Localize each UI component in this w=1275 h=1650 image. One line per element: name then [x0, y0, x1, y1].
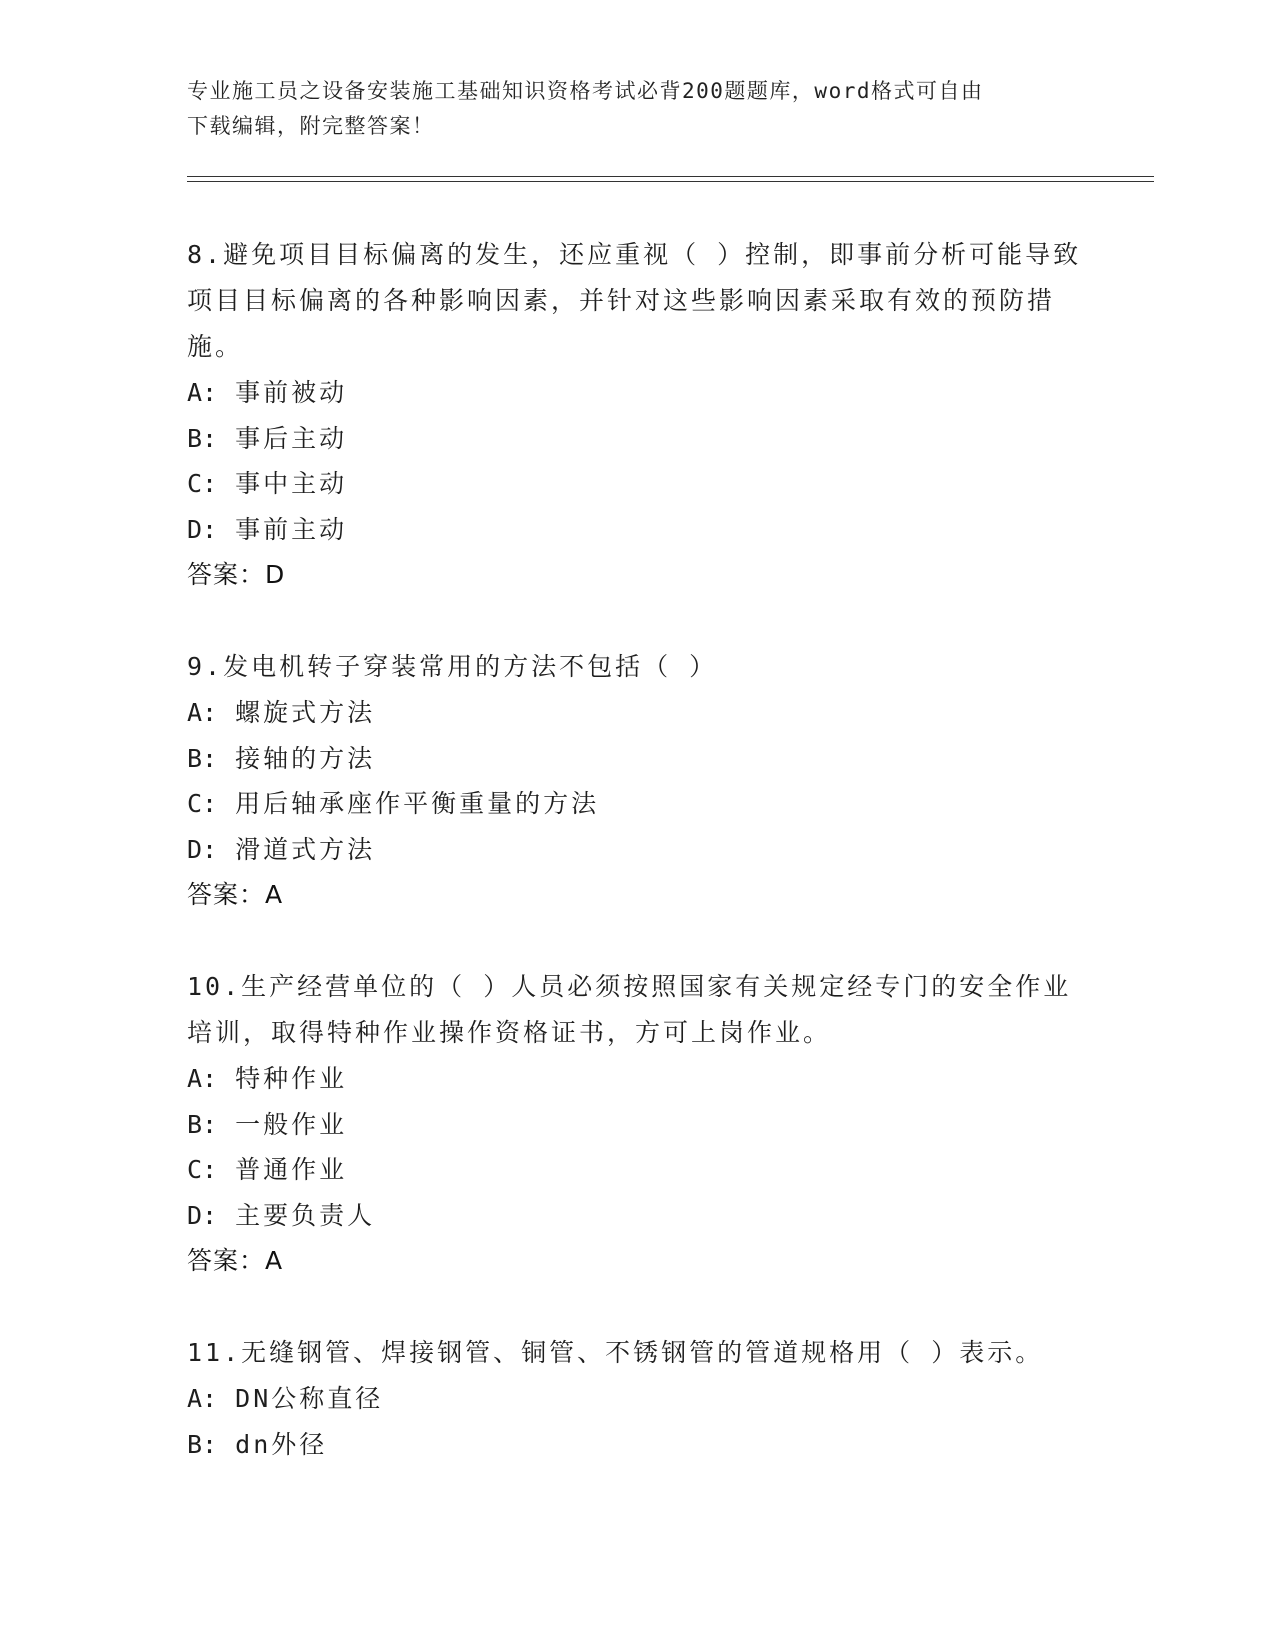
answer-label: 答案：A	[187, 1246, 284, 1275]
option-a	[187, 1376, 1087, 1422]
option-letter: C:	[187, 469, 218, 498]
option-b	[187, 1422, 1087, 1468]
option-d	[187, 1193, 1087, 1239]
header-title-line-2: 下载编辑，附完整答案！	[187, 114, 435, 138]
header-title-line-1: 专业施工员之设备安装施工基础知识资格考试必背200题题库，word格式可自由	[187, 79, 984, 103]
question-8	[187, 232, 1087, 598]
option-text: DN公称直径	[235, 1384, 384, 1413]
option-text: 螺旋式方法	[235, 698, 376, 727]
option-c	[187, 1147, 1087, 1193]
document-header	[187, 74, 1067, 144]
option-letter: D:	[187, 834, 218, 864]
option-letter: B:	[187, 1429, 218, 1459]
option-text: 一般作业	[235, 1109, 348, 1139]
option-c	[187, 461, 1087, 507]
question-list	[187, 232, 1087, 1513]
option-b	[187, 1102, 1087, 1148]
option-letter: D:	[187, 514, 218, 544]
option-b	[187, 736, 1087, 782]
option-text: 事前被动	[235, 378, 348, 407]
option-letter: D:	[187, 1200, 218, 1230]
question-stem: 11.无缝钢管、焊接钢管、铜管、不锈钢管的管道规格用（ ）表示。	[187, 1338, 1044, 1367]
option-c	[187, 781, 1087, 827]
option-text: 事前主动	[235, 514, 348, 544]
option-text: 接轴的方法	[235, 743, 376, 773]
question-stem: 9.发电机转子穿装常用的方法不包括（ ）	[187, 652, 718, 681]
question-stem: 10.生产经营单位的（ ）人员必须按照国家有关规定经专门的安全作业培训，取得特种作业操作资格证书，方可上岗作业。	[187, 972, 1072, 1047]
question-11	[187, 1330, 1087, 1467]
option-a	[187, 1056, 1087, 1102]
option-text: 普通作业	[235, 1155, 348, 1184]
option-text: 主要负责人	[235, 1200, 376, 1230]
option-letter: A:	[187, 1064, 218, 1093]
option-letter: B:	[187, 743, 218, 773]
option-text: 事后主动	[235, 423, 348, 453]
question-10	[187, 964, 1087, 1284]
answer-label: 答案：D	[187, 560, 286, 589]
option-text: 特种作业	[235, 1064, 348, 1093]
option-text: dn外径	[235, 1429, 328, 1459]
option-letter: C:	[187, 1155, 218, 1184]
option-text: 滑道式方法	[235, 834, 376, 864]
question-stem: 8.避免项目目标偏离的发生，还应重视（ ）控制，即事前分析可能导致项目目标偏离的各种影响因素，并针对这些影响因素采取有效的预防措施。	[187, 240, 1082, 361]
header-divider-bottom	[187, 181, 1154, 182]
option-letter: B:	[187, 1109, 218, 1139]
option-d	[187, 507, 1087, 553]
option-letter: A:	[187, 378, 218, 407]
answer-label: 答案：A	[187, 880, 284, 909]
option-letter: A:	[187, 1384, 218, 1413]
option-text: 事中主动	[235, 469, 348, 498]
option-letter: C:	[187, 789, 218, 818]
option-d	[187, 827, 1087, 873]
option-a	[187, 370, 1087, 416]
option-letter: A:	[187, 698, 218, 727]
option-a	[187, 690, 1087, 736]
header-divider-top	[187, 176, 1154, 177]
option-b	[187, 416, 1087, 462]
question-9	[187, 644, 1087, 918]
option-text: 用后轴承座作平衡重量的方法	[235, 789, 600, 818]
option-letter: B:	[187, 423, 218, 453]
